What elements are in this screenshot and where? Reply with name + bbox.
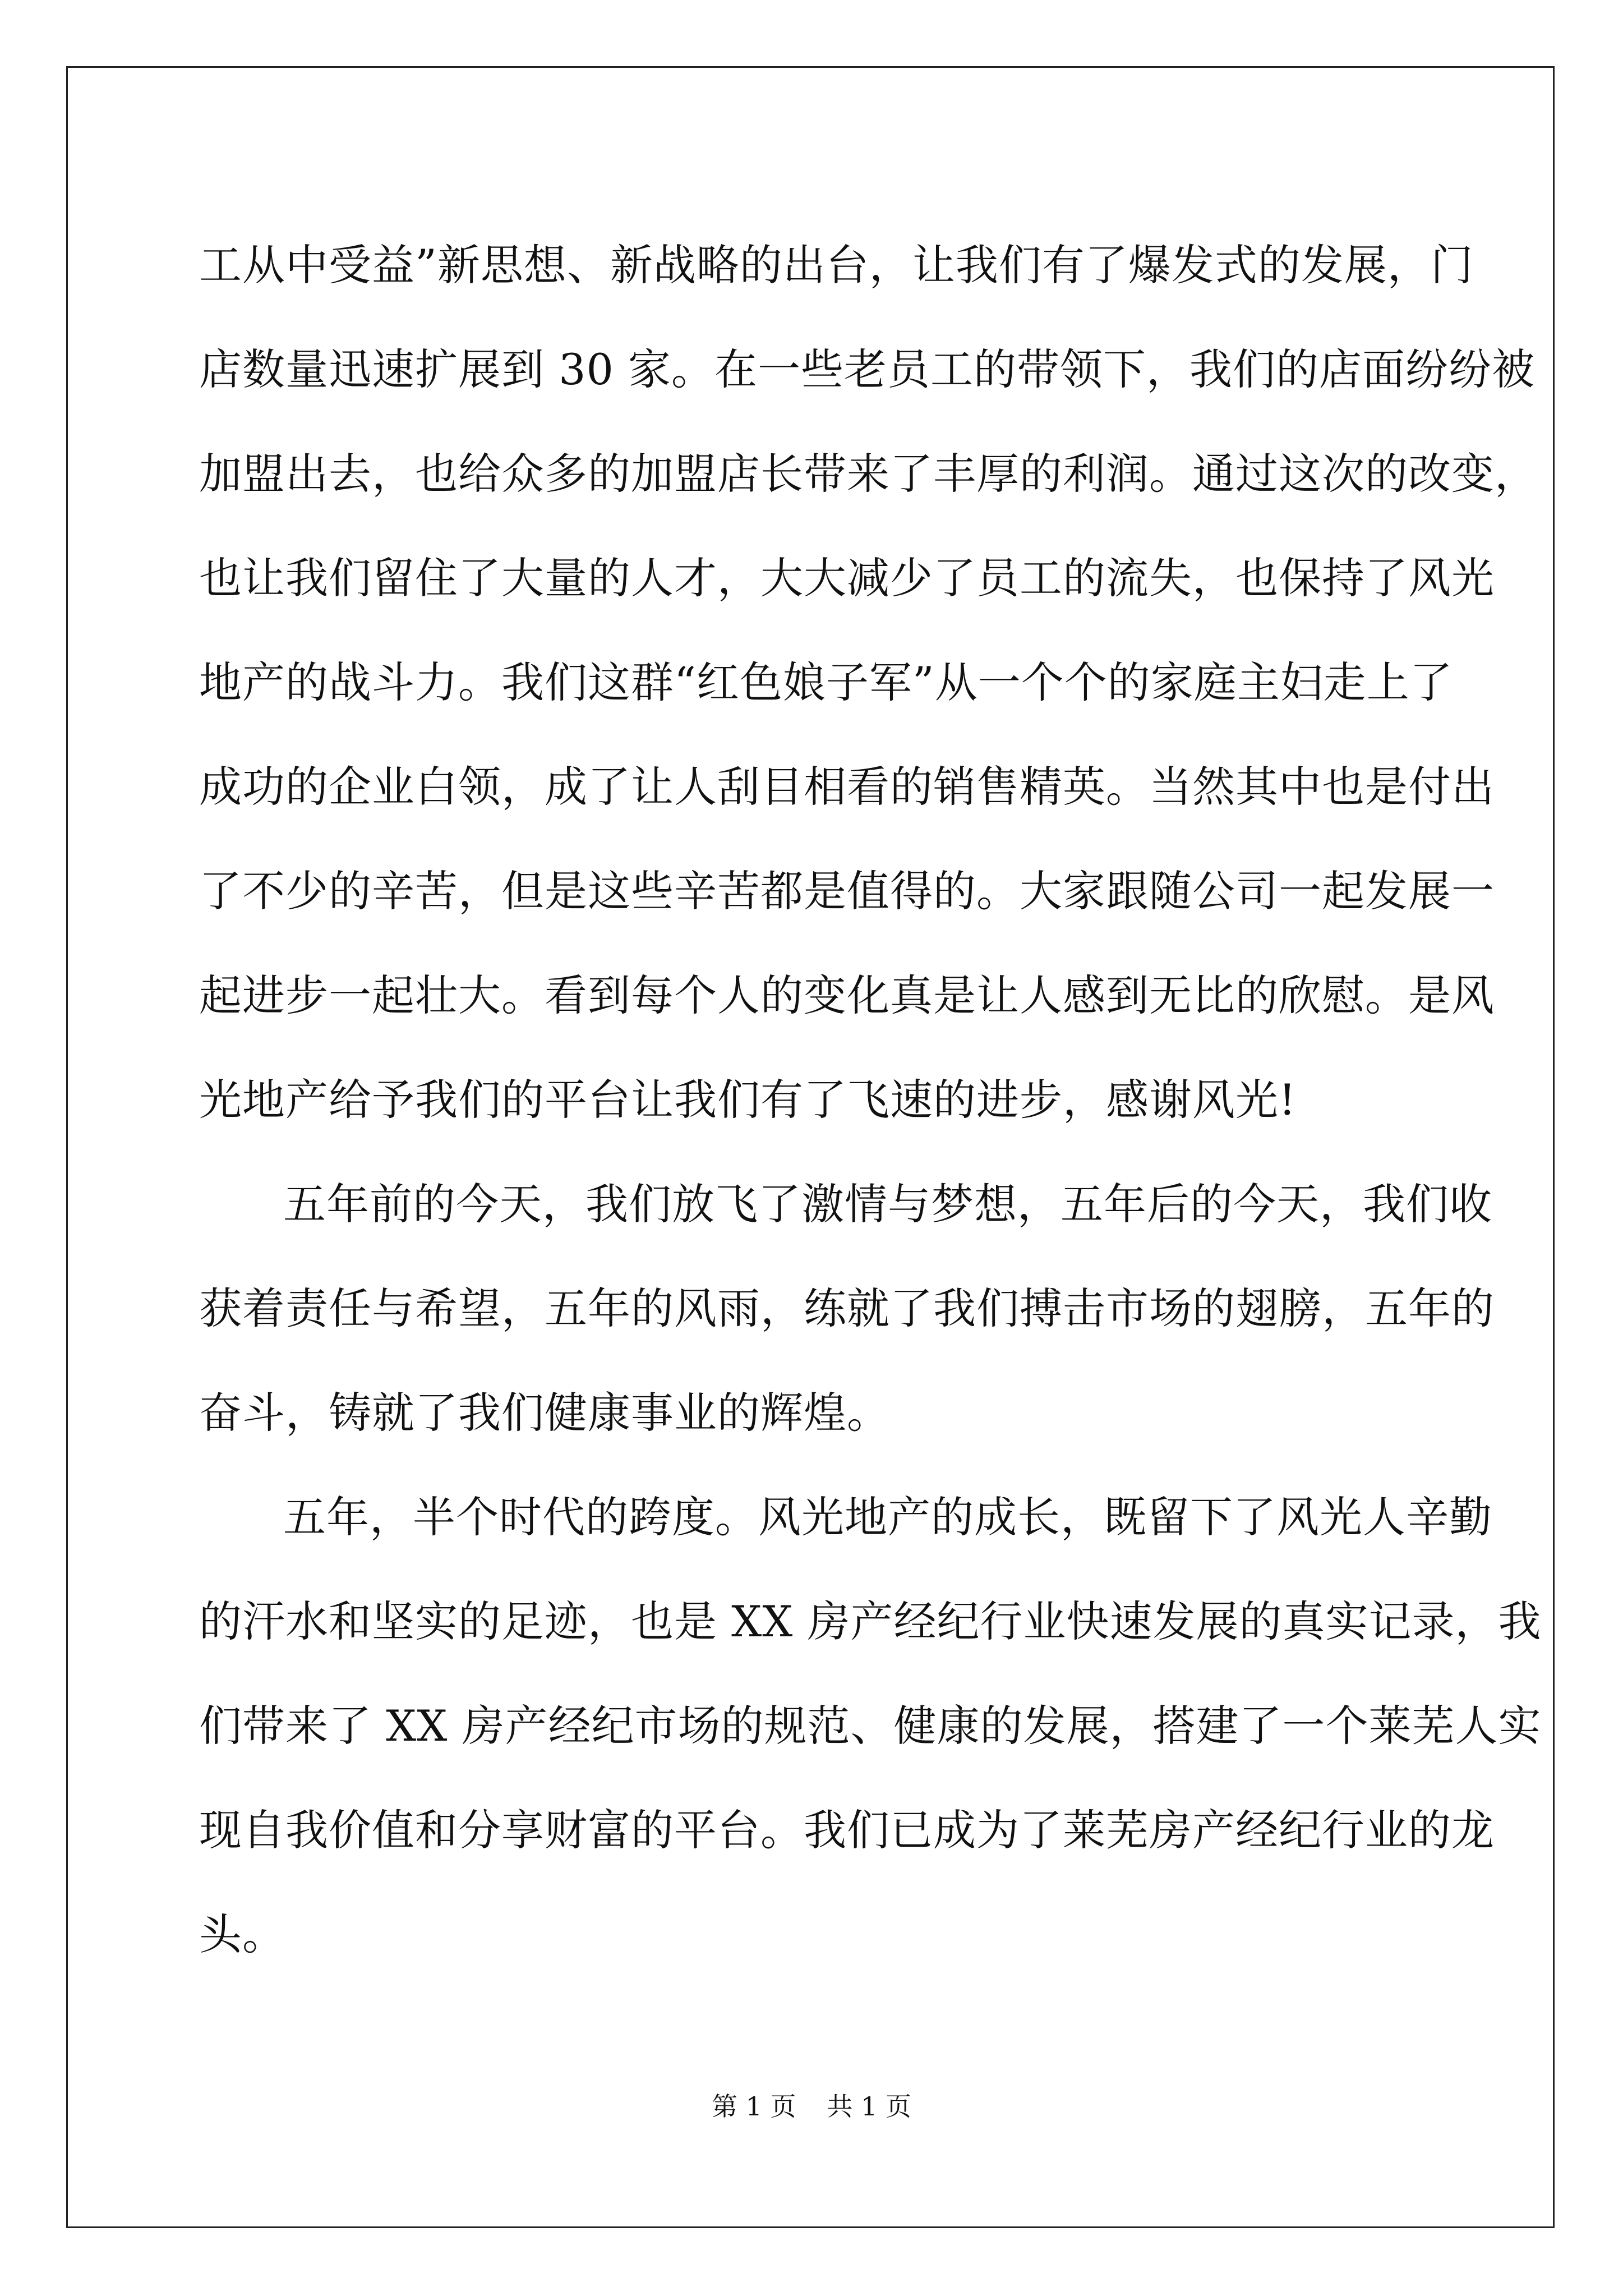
- document-body: [199, 213, 1542, 1987]
- text-line: 加盟出去，也给众多的加盟店长带来了丰厚的利润。通过这次的改变，: [199, 449, 1538, 499]
- paragraph-start-line: 五年前的今天，我们放飞了激情与梦想，五年后的今天，我们收: [283, 1179, 1492, 1229]
- text-line: 起进步一起壮大。看到每个人的变化真是让人感到无比的欣慰。是风: [199, 970, 1495, 1020]
- text-line: 现自我价值和分享财富的平台。我们已成为了莱芜房产经纪行业的龙: [199, 1805, 1495, 1855]
- text-line: 的汗水和坚实的足迹，也是 XX 房产经纪行业快速发展的真实记录，我: [199, 1596, 1542, 1646]
- text-line: 工从中受益”新思想、新战略的出台，让我们有了爆发式的发展，门: [199, 240, 1474, 290]
- text-line: 头。: [199, 1910, 285, 1959]
- text-line: 光地产给予我们的平台让我们有了飞速的进步，感谢风光!: [199, 1075, 1297, 1125]
- text-line: 也让我们留住了大量的人才，大大减少了员工的流失，也保持了风光: [199, 553, 1495, 603]
- text-line: 奋斗，铸就了我们健康事业的辉煌。: [199, 1388, 890, 1438]
- text-line: 成功的企业白领，成了让人刮目相看的销售精英。当然其中也是付出: [199, 762, 1495, 812]
- page-total: 共 1 页: [827, 2091, 912, 2122]
- paragraph-start-line: 五年，半个时代的跨度。风光地产的成长，既留下了风光人辛勤: [283, 1492, 1492, 1542]
- text-line: 获着责任与希望，五年的风雨，练就了我们搏击市场的翅膀，五年的: [199, 1283, 1495, 1333]
- text-line: 了不少的辛苦，但是这些辛苦都是值得的。大家跟随公司一起发展一: [199, 866, 1495, 916]
- text-line: 地产的战斗力。我们这群“红色娘子军”从一个个的家庭主妇走上了: [199, 657, 1453, 707]
- page-footer: [0, 2090, 1623, 2123]
- text-line: 店数量迅速扩展到 30 家。在一些老员工的带领下，我们的店面纷纷被: [199, 344, 1536, 394]
- page-number: 第 1 页: [711, 2091, 796, 2122]
- text-line: 们带来了 XX 房产经纪市场的规范、健康的发展，搭建了一个莱芜人实: [199, 1701, 1542, 1751]
